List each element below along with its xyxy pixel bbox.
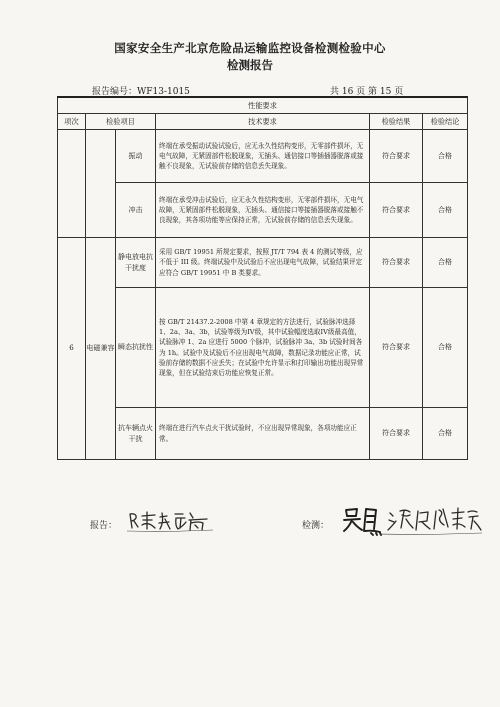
col-header-item: 检验项目 [86, 114, 156, 130]
table-row [58, 288, 468, 408]
conclusion-cell: 合格 [423, 238, 468, 288]
report-title: 国家安全生产北京危险品运输监控设备检测检验中心 [114, 41, 386, 55]
conclusion-cell: 合格 [423, 288, 468, 408]
conclusion-cell: 合格 [423, 130, 468, 183]
performance-table [57, 96, 468, 460]
col-header-requirement: 技术要求 [156, 114, 370, 130]
report-signature-label: 报告： [90, 521, 118, 531]
requirement-text: 终端在承受冲击试验后，应无永久性结构变形，无零部件损坏，无电气故障，无紧固部件松脱现象，无插头、通信接口等接插器脱落或接触不良现象，其各项功能等应保持正常，无试验前存储的信息丢失现象。 [156, 183, 370, 238]
sub-item-label: 振动 [116, 130, 156, 183]
report-subtitle: 检测报告 [227, 58, 273, 72]
sub-item-label: 瞬态抗扰性 [116, 288, 156, 408]
reporter-handwritten-signature [125, 508, 215, 534]
result-cell: 符合要求 [370, 130, 423, 183]
col-header-no: 项次 [58, 114, 86, 130]
table-row [58, 130, 468, 183]
group-number: 6 [58, 238, 86, 460]
test-signature-label: 检测： [302, 521, 330, 531]
sub-item-label: 冲击 [116, 183, 156, 238]
result-cell: 符合要求 [370, 238, 423, 288]
page-info: 共 16 页 第 15 页 [330, 87, 404, 97]
section-title: 性能要求 [58, 97, 468, 114]
requirement-text: 终端在进行汽车点火干扰试验时，不应出现异常现象，各项功能应正常。 [156, 408, 370, 460]
requirement-text: 终端在承受振动试验试验后，应无永久性结构变形，无零部件损坏，无电气故障，无紧固部件松脱现象，无插头、通信接口等插插器脱落或接触不良现象，无试验前存储的信息丢失现象。 [156, 130, 370, 183]
table-row [58, 408, 468, 460]
sub-item-label: 静电放电抗干扰度 [116, 238, 156, 288]
conclusion-cell: 合格 [423, 408, 468, 460]
group-name: 电磁兼容 [86, 238, 116, 460]
report-number: 报告编号：WF13-1015 [92, 87, 190, 97]
result-cell: 符合要求 [370, 288, 423, 408]
conclusion-cell: 合格 [423, 183, 468, 238]
col-header-result: 检验结果 [370, 114, 423, 130]
requirement-text: 采用 GB/T 19951 所规定要求，按照 JT/T 794 表 4 的测试等级，应不低于 III 级。终端试验中及试验后不应出现电气故障，试验结果评定应符合 GB/T 19951 中 B 类要求。 [156, 238, 370, 288]
col-header-conclusion: 检验结论 [423, 114, 468, 130]
sub-item-label: 抗车辆点火干扰 [116, 408, 156, 460]
table-row [58, 183, 468, 238]
requirement-text: 按 GB/T 21437.2-2008 中第 4 章规定的方法进行，试验脉冲选择 1、2a、3a、3b，试验等级为IV级，其中试验幅度选取IV级最高值，试验脉冲 1、2a 应进行 5000 个脉冲，试验脉冲 3a、3b 试验时间各为 1h。试验中及试验后不应出现电气故障，数据记录功能应正常，试验前存储的数据不应丢失；在试验中允许显示和打印输出功能出现异常现象，但在试验结束后功能应恢复正常。 [156, 288, 370, 408]
result-cell: 符合要求 [370, 183, 423, 238]
tester-handwritten-signatures [340, 503, 485, 537]
result-cell: 符合要求 [370, 408, 423, 460]
table-row [58, 238, 468, 288]
